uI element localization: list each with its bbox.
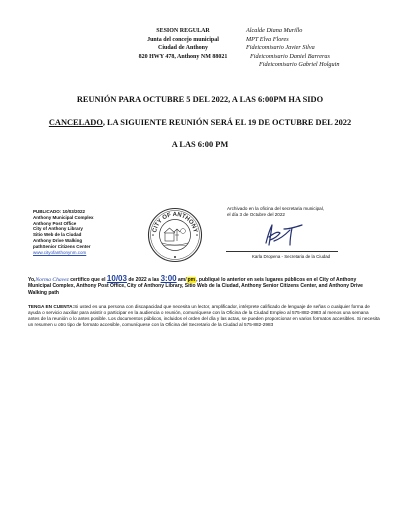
notice-line-3: A LAS 6:00 PM — [171, 140, 229, 149]
city-name: Ciudad de Anthony — [157, 45, 209, 51]
council-name: Junta del concejo municipal — [147, 36, 219, 43]
disability-notice — [28, 304, 380, 328]
certification-text — [28, 276, 380, 296]
official-mayor: Alcalde Diana Murillo — [246, 27, 303, 34]
official-trustee: Fideicomisario Daniel Barreras — [250, 52, 330, 60]
notice-next-meeting: , LA SIGUIENTE REUNIÓN SERÁ EL 19 DE OCTUBRE DEL 2022 — [102, 118, 352, 127]
published-date: PUBLICADO: 10/03/2022 — [33, 209, 86, 214]
signature-icon — [258, 221, 304, 249]
council-header — [118, 27, 248, 61]
signature-line — [226, 251, 338, 252]
posting-location: pathSenior Citizens Center — [33, 243, 91, 249]
notice-line-2 — [20, 118, 380, 128]
official-trustee: Fideicomisario Javier Silva — [246, 44, 315, 52]
signer-name: Karla Dropena - Secretaria de la Ciudad — [252, 254, 331, 259]
certifier-handwritten-name: Norma Chavez — [35, 277, 69, 283]
session-type: SESION REGULAR — [156, 28, 210, 34]
posting-location: Anthony Drive Walking — [33, 237, 83, 243]
archive-note — [227, 206, 367, 218]
posting-info — [33, 209, 143, 255]
cert-rest: , publiqué lo anterior en seis lugares públicos en el City of Anthony Municipal Complex, Anthony Post Office, City of Anthony Library, Sitio Web de la Ciudad, Anthony Senior Citizens Center, and Anthony Drive Walking path — [28, 277, 363, 296]
posting-location: Anthony Post Office — [33, 220, 77, 226]
notice-line-1: REUNIÓN PARA OCTUBRE 5 DEL 2022, A LAS 6:00PM HA SIDO — [76, 95, 324, 104]
city-website-link[interactable]: www.cityofanthonynm.com — [33, 249, 87, 255]
official-trustee: Fideicomisario Gabriel Holguin — [259, 61, 340, 69]
city-seal-icon — [147, 207, 203, 263]
cert-pm-highlight: pm — [187, 277, 196, 283]
archive-line-2: el día 3 de Octubre del 2022 — [227, 212, 285, 217]
cert-time: 3:00 — [160, 274, 177, 283]
notice-label: TENGA EN CUENTA: — [28, 304, 75, 309]
cancelled-text: CANCELADO — [48, 118, 103, 127]
cert-yo: Yo, — [28, 277, 36, 283]
seal-text: CITY OF ANTHONY — [152, 211, 198, 234]
posting-location: City of Anthony Library — [33, 226, 83, 232]
cert-date: 10/03 — [106, 274, 127, 283]
notice-body: Si usted es una persona con discapacidad que necesita un lector, amplificador, intérprete calificado de lenguaje de señas o cualquier forma de ayuda o servicio auxiliar para asistir o participar en la audiencia o reunión, comuníquese con la Oficina de la Ciudad Empleo al 575-882-2983 al menos una semana antes de la reunión o lo antes posible. Los documentos públicos, incluidos el orden del día y las actas, se pueden proporcionar en varios formatos accesibles. Si necesita un resumen u otro tipo de formato accesible, comuníquese con la Oficina del Secretario de la Ciudad al 575-882-2983 — [28, 304, 380, 327]
city-address: 820 HWY 478, Anthony NM 88021 — [138, 53, 228, 60]
archive-line-1: Archivado en la oficina del secretaria municipal, — [227, 206, 325, 211]
posting-location: Anthony Municipal Complex — [33, 214, 94, 220]
posting-location: Sitio Web de la Ciudad — [33, 232, 82, 238]
officials-list — [242, 27, 392, 70]
cert-ampm: am/ — [176, 277, 187, 283]
official-mpt: MPT Elva Flores — [246, 35, 289, 43]
cert-year: de 2022 a las — [126, 277, 161, 283]
cert-certifico: certifico que el — [68, 277, 107, 283]
